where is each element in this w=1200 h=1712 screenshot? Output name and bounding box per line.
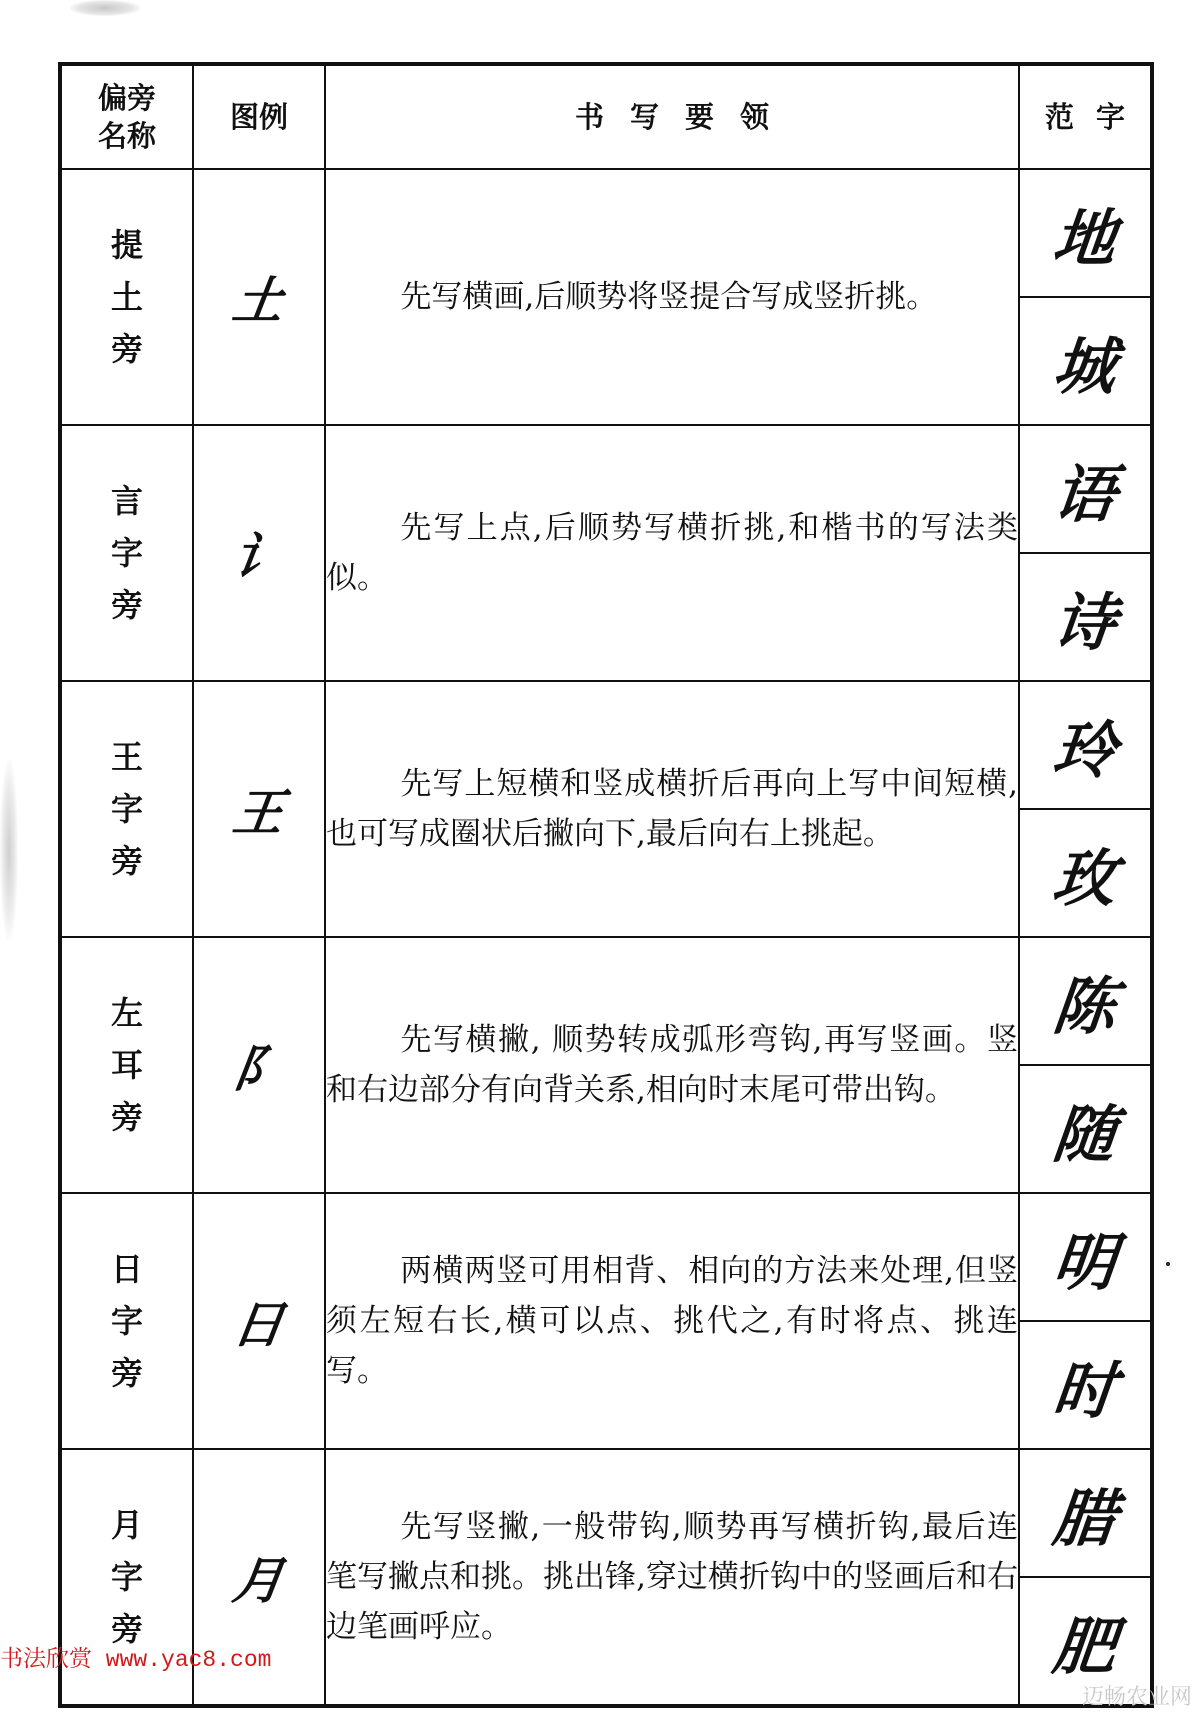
description-cell — [325, 937, 1019, 1193]
example-char: 随 — [1049, 1097, 1120, 1171]
example-char: 时 — [1049, 1353, 1120, 1427]
radical-glyph: 日 — [229, 1295, 288, 1354]
radical-glyph: 月 — [229, 1551, 288, 1610]
radical-glyph: 讠 — [229, 527, 288, 586]
glyph-cell — [193, 169, 325, 425]
writing-description: 先写竖撇,一般带钩,顺势再写横折钩,最后连笔写撇点和挑。挑出锋,穿过横折钩中的竖画后和右边笔画呼应。 — [326, 1509, 1018, 1645]
header-radical-name: 偏旁名称 — [60, 64, 193, 169]
scan-smudge-left — [0, 760, 18, 940]
glyph-cell — [193, 937, 325, 1193]
header-writing-points: 书写要领 — [325, 64, 1019, 169]
writing-description: 先写上短横和竖成横折后再向上写中间短横, 也可写成圈状后撇向下,最后向右上挑起。 — [326, 766, 1018, 852]
radical-name: 王字旁 — [111, 738, 144, 880]
scan-smudge-top — [70, 0, 140, 16]
examples-cell — [1019, 1449, 1152, 1706]
writing-description: 先写横撇, 顺势转成弧形弯钩,再写竖画。竖和右边部分有向背关系,相向时末尾可带出钩。 — [326, 1022, 1018, 1108]
radical-glyph: 阝 — [229, 1039, 288, 1098]
header-example-chars: 范字 — [1019, 64, 1152, 169]
example-char: 城 — [1049, 329, 1120, 403]
example-char: 诗 — [1049, 585, 1120, 659]
glyph-cell — [193, 681, 325, 937]
radical-name: 言字旁 — [111, 482, 144, 624]
radical-name-cell — [60, 425, 193, 681]
watermark-right: 迈畅农业网 — [1081, 1685, 1192, 1710]
radical-name-cell — [60, 1193, 193, 1449]
examples-cell — [1019, 169, 1152, 425]
table-row — [60, 425, 1152, 681]
writing-description: 先写横画,后顺势将竖提合写成竖折挑。 — [400, 279, 938, 315]
glyph-cell — [193, 1193, 325, 1449]
watermark-left: 书法欣赏 www.yac8.com — [0, 1647, 272, 1673]
example-char: 语 — [1049, 457, 1120, 531]
radical-name: 日字旁 — [111, 1250, 144, 1392]
writing-description: 两横两竖可用相背、相向的方法来处理,但竖须左短右长,横可以点、挑代之,有时将点、挑连写。 — [326, 1253, 1018, 1389]
example-char: 陈 — [1049, 969, 1120, 1043]
radical-name-cell — [60, 169, 193, 425]
radical-glyph: 王 — [229, 783, 288, 842]
description-cell — [325, 169, 1019, 425]
glyph-cell — [193, 425, 325, 681]
table-row — [60, 1193, 1152, 1449]
radical-name: 提土旁 — [111, 226, 144, 368]
example-char: 明 — [1049, 1225, 1120, 1299]
radical-name-cell — [60, 681, 193, 937]
writing-description: 先写上点,后顺势写横折挑,和楷书的写法类似。 — [326, 510, 1018, 596]
examples-cell — [1019, 425, 1152, 681]
example-char: 玲 — [1049, 713, 1120, 787]
scan-speck — [1166, 1262, 1170, 1266]
example-char: 地 — [1049, 201, 1120, 275]
radical-guide-table — [58, 62, 1154, 1708]
description-cell — [325, 1449, 1019, 1706]
examples-cell — [1019, 937, 1152, 1193]
table-row — [60, 169, 1152, 425]
example-char: 腊 — [1049, 1481, 1120, 1555]
examples-cell — [1019, 681, 1152, 937]
table-row — [60, 937, 1152, 1193]
description-cell — [325, 681, 1019, 937]
radical-glyph: 土 — [229, 271, 288, 330]
description-cell — [325, 1193, 1019, 1449]
radical-name: 月字旁 — [111, 1506, 144, 1648]
header-row — [60, 64, 1152, 169]
table-row — [60, 681, 1152, 937]
header-example-glyph: 图例 — [193, 64, 325, 169]
example-char: 肥 — [1049, 1609, 1120, 1683]
radical-name: 左耳旁 — [111, 994, 144, 1136]
examples-cell — [1019, 1193, 1152, 1449]
example-char: 玫 — [1049, 841, 1120, 915]
description-cell — [325, 425, 1019, 681]
radical-name-cell — [60, 937, 193, 1193]
